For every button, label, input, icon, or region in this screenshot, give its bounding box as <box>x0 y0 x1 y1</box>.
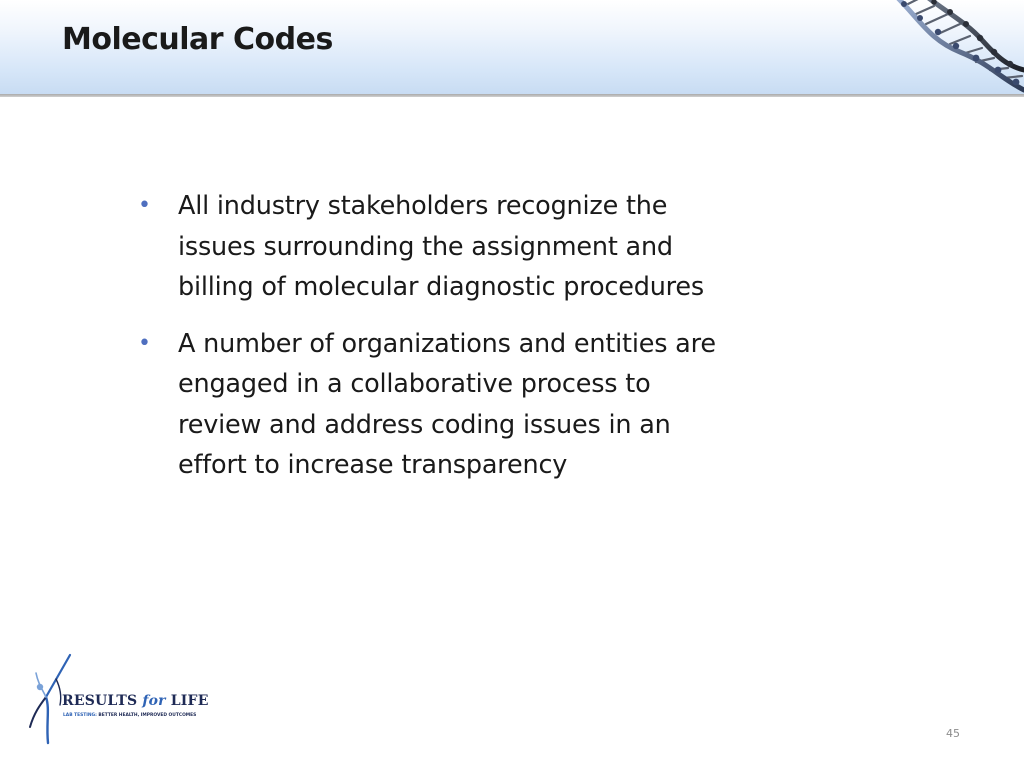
bullet-item <box>138 186 798 308</box>
dna-strand-front <box>896 0 1024 90</box>
dna-rungs <box>908 0 1022 78</box>
logo-word-results: RESULTS <box>62 693 138 709</box>
dna-helix-graphic <box>890 0 1024 96</box>
logo-wordmark <box>62 693 209 709</box>
logo-word-life: LIFE <box>170 693 209 709</box>
bullet-line: billing of molecular diagnostic procedures <box>178 272 704 302</box>
bullet-item <box>138 324 798 486</box>
page-number: 45 <box>946 727 960 740</box>
bullet-line: effort to increase transparency <box>178 450 568 480</box>
logo-tagline-rest: BETTER HEALTH, IMPROVED OUTCOMES <box>98 713 197 718</box>
logo-word-for: for <box>142 693 166 709</box>
bullet-line: All industry stakeholders recognize the <box>178 191 668 221</box>
bullet-line: A number of organizations and entities are <box>178 328 716 359</box>
bullet-text <box>178 324 798 486</box>
bullet-list <box>138 186 798 502</box>
slide-title: Molecular Codes <box>62 22 333 57</box>
header-divider <box>0 94 1024 97</box>
bullet-line: issues surrounding the assignment and <box>178 231 673 262</box>
bullet-icon: • <box>138 193 151 218</box>
bullet-line: review and address coding issues in an <box>178 409 671 440</box>
bullet-icon: • <box>138 330 151 356</box>
logo-tagline <box>63 713 196 718</box>
bullet-text <box>178 186 798 308</box>
logo-tagline-accent: LAB TESTING: <box>63 713 97 718</box>
results-for-life-logo <box>26 653 209 745</box>
bullet-line: engaged in a collaborative process to <box>178 369 651 399</box>
